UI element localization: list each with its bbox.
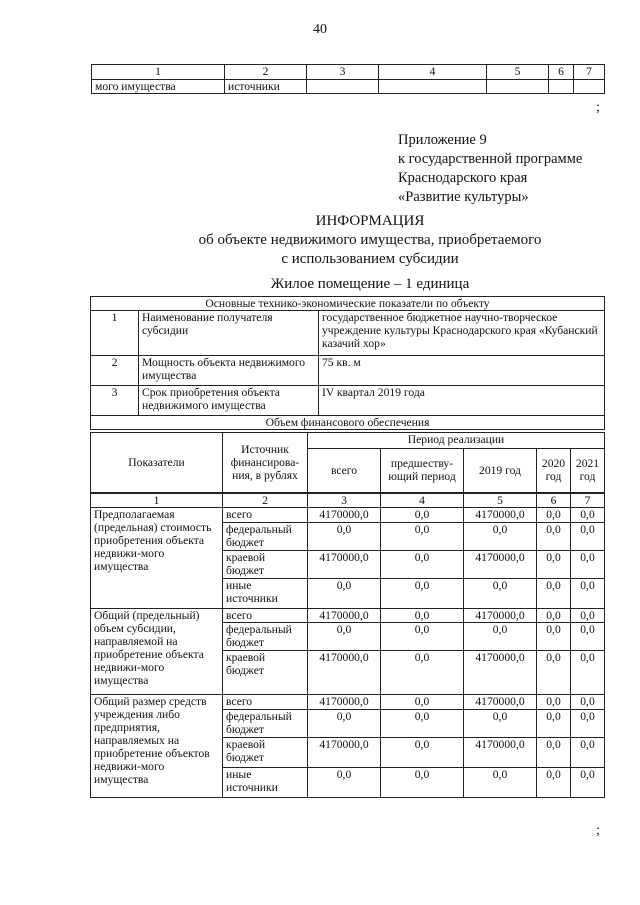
title-block [0, 212, 640, 294]
header-cell: 4 [379, 65, 487, 80]
finance-table [90, 432, 605, 798]
source-cell: федеральный бюджет [223, 623, 308, 651]
table-cell [549, 80, 574, 94]
appendix-line: «Развитие культуры» [398, 189, 529, 205]
value-total: 0,0 [308, 579, 381, 609]
row-label: Наименование получателя субсидии [139, 311, 319, 356]
source-cell: иные источники [223, 768, 308, 798]
value-2019: 4170000,0 [464, 651, 537, 695]
appendix-line: к государственной программе [398, 151, 583, 167]
source-cell: всего [223, 695, 308, 710]
value-prev: 0,0 [381, 609, 464, 623]
value-2020: 0,0 [537, 523, 571, 551]
header-cell: 2 [225, 65, 307, 80]
value-2020: 0,0 [537, 551, 571, 579]
value-total: 4170000,0 [308, 508, 381, 523]
header-cell: 6 [549, 65, 574, 80]
row-label: Мощность объекта недвижимого имущества [139, 356, 319, 386]
value-total: 4170000,0 [308, 551, 381, 579]
source-cell: иные источники [223, 579, 308, 609]
source-cell: федеральный бюджет [223, 710, 308, 738]
document-subtitle: с использованием субсидии [281, 251, 459, 267]
value-2021: 0,0 [571, 651, 605, 695]
value-prev: 0,0 [381, 523, 464, 551]
value-2021: 0,0 [571, 551, 605, 579]
col-2019: 2019 год [464, 449, 537, 493]
table-cell [574, 80, 605, 94]
value-2020: 0,0 [537, 623, 571, 651]
semicolon-mark: ; [596, 100, 600, 115]
value-prev: 0,0 [381, 695, 464, 710]
value-total: 0,0 [308, 768, 381, 798]
table-cell [487, 80, 549, 94]
header-cell: 3 [307, 65, 379, 80]
value-2021: 0,0 [571, 523, 605, 551]
row-number: 3 [91, 386, 139, 416]
group-label: Общий размер средств учреждения либо предприятия, направляемых на приобретение объектов недвижи-мого имущества [91, 695, 223, 798]
value-2020: 0,0 [537, 651, 571, 695]
header-cell: 7 [574, 65, 605, 80]
source-cell: краевой бюджет [223, 651, 308, 695]
value-prev: 0,0 [381, 738, 464, 768]
object-caption: Жилое помещение – 1 единица [270, 276, 470, 292]
column-number: 6 [537, 493, 571, 508]
value-total: 4170000,0 [308, 651, 381, 695]
row-value: государственное бюджетное научно-творческое учреждение культуры Краснодарского края «Кубанский казачий хор» [319, 311, 605, 356]
table-cell [307, 80, 379, 94]
column-number: 4 [381, 493, 464, 508]
col-indicator: Показатели [91, 433, 223, 493]
group-label: Предполагаемая (предельная) стоимость приобретения объекта недвижи-мого имущества [91, 508, 223, 609]
group-label: Общий (предельный) объем субсидии, направляемой на приобретение объекта недвижи-мого имущества [91, 609, 223, 695]
header-cell: 5 [487, 65, 549, 80]
col-2021: 2021 год [571, 449, 605, 493]
value-2021: 0,0 [571, 768, 605, 798]
value-prev: 0,0 [381, 579, 464, 609]
table-cell: мого имущества [92, 80, 225, 94]
appendix-block [398, 131, 582, 207]
value-2021: 0,0 [571, 710, 605, 738]
source-cell: краевой бюджет [223, 551, 308, 579]
row-value: IV квартал 2019 года [319, 386, 605, 416]
column-number: 1 [91, 493, 223, 508]
column-number: 2 [223, 493, 308, 508]
period-header: Период реализации [308, 433, 605, 449]
column-number: 5 [464, 493, 537, 508]
value-prev: 0,0 [381, 710, 464, 738]
value-2020: 0,0 [537, 695, 571, 710]
value-2020: 0,0 [537, 710, 571, 738]
finance-header: Объем финансового обеспечения [91, 416, 605, 430]
value-2019: 0,0 [464, 710, 537, 738]
continuation-table [91, 64, 605, 94]
info-table [90, 296, 605, 430]
value-2020: 0,0 [537, 609, 571, 623]
value-prev: 0,0 [381, 623, 464, 651]
col-total: всего [308, 449, 381, 493]
source-cell: всего [223, 508, 308, 523]
value-2019: 0,0 [464, 579, 537, 609]
row-number: 1 [91, 311, 139, 356]
value-2019: 0,0 [464, 768, 537, 798]
table-cell [379, 80, 487, 94]
source-cell: краевой бюджет [223, 738, 308, 768]
source-cell: федеральный бюджет [223, 523, 308, 551]
table-cell: источники [225, 80, 307, 94]
value-total: 4170000,0 [308, 695, 381, 710]
value-2020: 0,0 [537, 768, 571, 798]
value-2021: 0,0 [571, 609, 605, 623]
value-2021: 0,0 [571, 508, 605, 523]
col-source: Источник финансирова-ния, в рублях [223, 433, 308, 493]
value-2019: 4170000,0 [464, 609, 537, 623]
column-number: 3 [308, 493, 381, 508]
column-number: 7 [571, 493, 605, 508]
document-title: ИНФОРМАЦИЯ [315, 213, 425, 229]
semicolon-mark: ; [596, 823, 600, 838]
value-2021: 0,0 [571, 695, 605, 710]
page-number: 40 [313, 22, 327, 37]
info-header: Основные технико-экономические показатели по объекту [91, 297, 605, 311]
col-2020: 2020 год [537, 449, 571, 493]
row-value: 75 кв. м [319, 356, 605, 386]
appendix-line: Краснодарского края [398, 170, 528, 186]
value-2021: 0,0 [571, 623, 605, 651]
value-2019: 4170000,0 [464, 551, 537, 579]
row-label: Срок приобретения объекта недвижимого имущества [139, 386, 319, 416]
value-2019: 0,0 [464, 523, 537, 551]
value-total: 4170000,0 [308, 609, 381, 623]
value-prev: 0,0 [381, 768, 464, 798]
value-2020: 0,0 [537, 579, 571, 609]
source-cell: всего [223, 609, 308, 623]
value-total: 0,0 [308, 623, 381, 651]
value-prev: 0,0 [381, 508, 464, 523]
value-2019: 4170000,0 [464, 738, 537, 768]
value-2021: 0,0 [571, 738, 605, 768]
value-2020: 0,0 [537, 738, 571, 768]
value-total: 4170000,0 [308, 738, 381, 768]
header-cell: 1 [92, 65, 225, 80]
value-2020: 0,0 [537, 508, 571, 523]
value-prev: 0,0 [381, 551, 464, 579]
value-total: 0,0 [308, 523, 381, 551]
value-2021: 0,0 [571, 579, 605, 609]
value-prev: 0,0 [381, 651, 464, 695]
col-prev-period: предшеству-ющий период [381, 449, 464, 493]
value-2019: 0,0 [464, 623, 537, 651]
value-2019: 4170000,0 [464, 508, 537, 523]
appendix-line: Приложение 9 [398, 132, 487, 148]
value-total: 0,0 [308, 710, 381, 738]
row-number: 2 [91, 356, 139, 386]
value-2019: 4170000,0 [464, 695, 537, 710]
document-subtitle: об объекте недвижимого имущества, приобретаемого [198, 232, 542, 248]
